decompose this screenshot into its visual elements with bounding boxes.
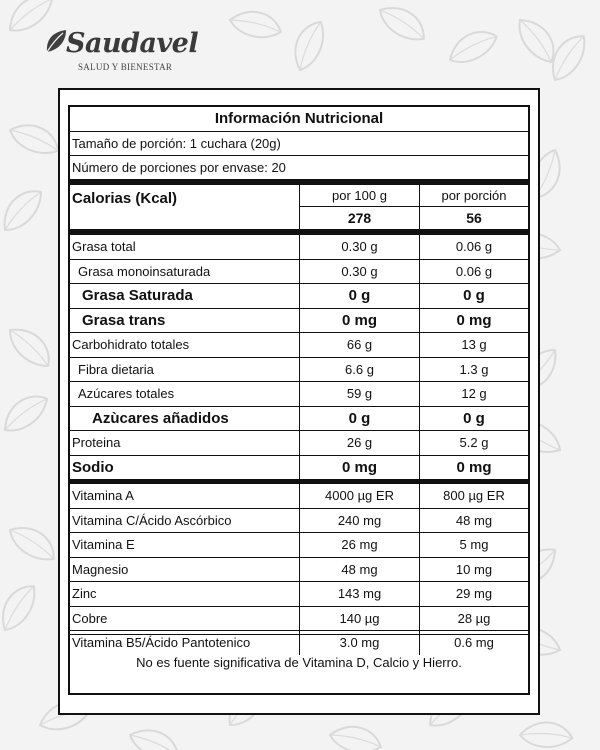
vitamin-per-100g: 26 mg [299, 533, 419, 557]
nutrient-name: Carbohidrato totales [72, 337, 190, 352]
nutrient-name: Grasa trans [82, 311, 166, 329]
calories-per-100g: 278 [347, 210, 372, 226]
nutrient-per-portion: 0.06 g [419, 235, 528, 259]
label-title: Información Nutricional [70, 107, 528, 132]
nutrient-row [70, 358, 528, 383]
vitamin-per-100g: 3.0 mg [299, 631, 419, 655]
brand-logo [44, 22, 204, 82]
vitamin-name: Vitamina A [72, 488, 134, 503]
vitamin-per-portion: 29 mg [419, 582, 528, 606]
nutrient-per-portion: 0 mg [419, 309, 528, 333]
vitamin-per-portion: 0.6 mg [419, 631, 528, 655]
nutrient-row [70, 407, 528, 432]
nutrient-per-100g: 0 mg [299, 309, 419, 333]
nutrient-name: Grasa monoinsaturada [78, 263, 211, 279]
nutrient-name: Proteina [72, 435, 121, 450]
nutrient-name: Grasa Saturada [82, 287, 193, 304]
vitamin-name: Zinc [72, 586, 97, 601]
nutrient-per-portion: 0 mg [419, 456, 528, 480]
label-footnote: No es fuente significativa de Vitamina D, Calcio y Hierro. [70, 634, 528, 693]
brand-tagline: SALUD Y BIENESTAR [78, 62, 173, 72]
nutrient-name: Azúcares totales [78, 386, 175, 401]
nutrient-per-100g: 26 g [299, 431, 419, 455]
brand-name: Saudavel [66, 28, 199, 59]
nutrient-per-portion: 0.06 g [419, 260, 528, 284]
nutrient-per-portion: 0 g [419, 407, 528, 431]
vitamins-table [70, 484, 528, 655]
nutrient-row [70, 235, 528, 260]
per-portion-column [419, 185, 528, 229]
nutrient-row [70, 333, 528, 358]
nutrient-per-100g: 0 g [299, 407, 419, 431]
servings-per-container: Número de porciones por envase: 20 [72, 160, 286, 175]
vitamin-per-portion: 28 µg [419, 607, 528, 631]
nutrient-per-100g: 0.30 g [299, 235, 419, 259]
nutrient-per-portion: 5.2 g [419, 431, 528, 455]
vitamin-row [70, 484, 528, 509]
vitamin-name: Vitamina B5/Ácido Pantotenico [72, 635, 251, 650]
nutrient-name: Fibra dietaria [78, 361, 154, 377]
nutrients-table [70, 235, 528, 479]
nutrient-name: Azùcares añadidos [92, 409, 229, 427]
leaf-logo-icon [44, 28, 68, 54]
nutrient-per-100g: 59 g [299, 382, 419, 406]
nutrient-per-100g: 6.6 g [299, 358, 419, 382]
per-100g-column [299, 185, 419, 229]
per-portion-header: por porción [420, 185, 528, 207]
nutrient-per-portion: 1.3 g [419, 358, 528, 382]
nutrition-card [58, 88, 540, 715]
nutrient-name: Sodio [72, 458, 114, 476]
calories-per-portion: 56 [466, 210, 482, 226]
vitamin-per-100g: 143 mg [299, 582, 419, 606]
vitamin-name: Cobre [72, 610, 108, 626]
vitamin-per-portion: 800 µg ER [419, 484, 528, 508]
nutrient-row [70, 382, 528, 407]
vitamin-per-100g: 48 mg [299, 558, 419, 582]
vitamin-per-100g: 140 µg [299, 607, 419, 631]
vitamin-row [70, 558, 528, 583]
nutrient-per-100g: 0.30 g [299, 260, 419, 284]
nutrient-per-portion: 13 g [419, 333, 528, 357]
nutrient-row [70, 309, 528, 334]
vitamin-name: Magnesio [72, 561, 129, 577]
vitamin-row [70, 582, 528, 607]
vitamin-per-100g: 240 mg [299, 509, 419, 533]
nutrient-per-portion: 0 g [419, 284, 528, 308]
nutrient-row [70, 260, 528, 285]
nutrient-per-100g: 0 g [299, 284, 419, 308]
vitamin-name: Vitamina E [72, 537, 135, 552]
per-100g-header: por 100 g [300, 185, 419, 207]
nutrient-row [70, 284, 528, 309]
nutrient-row [70, 456, 528, 480]
nutrient-name: Grasa total [72, 239, 136, 254]
calories-label: Calorias (Kcal) [72, 190, 178, 207]
nutrition-facts-label [68, 105, 530, 695]
nutrient-per-100g: 66 g [299, 333, 419, 357]
vitamin-per-portion: 10 mg [419, 558, 528, 582]
vitamin-per-portion: 48 mg [419, 509, 528, 533]
vitamin-per-portion: 5 mg [419, 533, 528, 557]
vitamin-per-100g: 4000 µg ER [299, 484, 419, 508]
vitamin-row [70, 533, 528, 558]
nutrient-per-100g: 0 mg [299, 456, 419, 480]
nutrient-per-portion: 12 g [419, 382, 528, 406]
serving-size: Tamaño de porción: 1 cuchara (20g) [70, 132, 528, 156]
nutrient-row [70, 431, 528, 456]
vitamin-name: Vitamina C/Ácido Ascórbico [72, 512, 232, 528]
calories-row [70, 185, 528, 229]
vitamin-row [70, 607, 528, 632]
vitamin-row [70, 509, 528, 534]
